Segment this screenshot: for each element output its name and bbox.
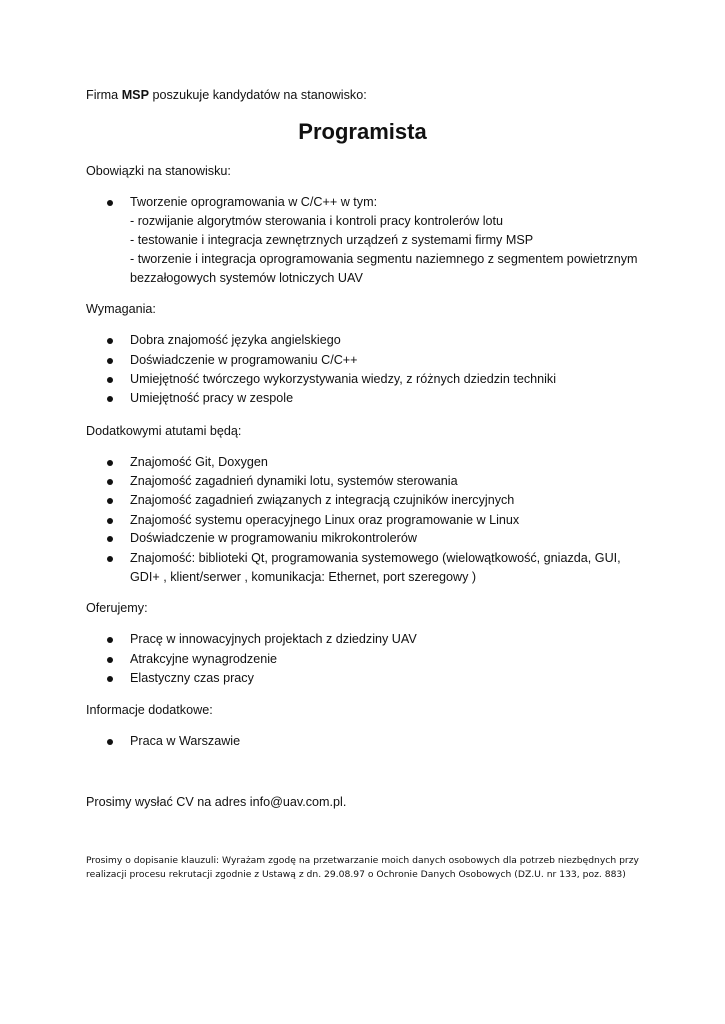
consent-clause-line: Prosimy o dopisanie klauzuli: Wyrażam zgodę na przetwarzanie moich danych osobowych dla potrzeb niezbędnych przy bbox=[86, 855, 639, 866]
extra-item: Znajomość zagadnień dynamiki lotu, systemów sterowania bbox=[130, 474, 458, 488]
info-heading: Informacje dodatkowe: bbox=[86, 703, 213, 717]
extra-item: Znajomość: biblioteki Qt, programowania systemowego (wielowątkowość, gniazda, GUI, bbox=[130, 551, 621, 565]
requirement-item: Umiejętność twórczego wykorzystywania wiedzy, z różnych dziedzin techniki bbox=[130, 372, 557, 386]
duty-sub-line: - rozwijanie algorytmów sterowania i kontroli pracy kontrolerów lotu bbox=[130, 214, 504, 228]
bullet-icon bbox=[107, 739, 113, 745]
bullet-icon bbox=[107, 460, 113, 466]
company-name: MSP bbox=[121, 88, 149, 102]
duty-item: Tworzenie oprogramowania w C/C++ w tym: bbox=[130, 195, 378, 209]
extras-heading: Dodatkowymi atutami będą: bbox=[86, 424, 242, 438]
cv-request: Prosimy wysłać CV na adres info@uav.com.pl. bbox=[86, 795, 347, 809]
bullet-icon bbox=[107, 518, 113, 524]
bullet-icon bbox=[107, 479, 113, 485]
bullet-icon bbox=[107, 396, 113, 402]
bullet-icon bbox=[107, 556, 113, 562]
offer-heading: Oferujemy: bbox=[86, 601, 148, 615]
requirement-item: Umiejętność pracy w zespole bbox=[130, 391, 294, 405]
info-item: Praca w Warszawie bbox=[130, 734, 241, 748]
consent-clause-line: realizacji procesu rekrutacji zgodnie z Ustawą z dn. 29.08.97 o Ochronie Danych Osobowych (DZ.U. nr 133, poz. 883) bbox=[86, 869, 626, 880]
duty-sub-line: - tworzenie i integracja oprogramowania segmentu naziemnego z segmentem powietrznym bbox=[130, 252, 638, 266]
bullet-icon bbox=[107, 377, 113, 383]
requirements-heading: Wymagania: bbox=[86, 302, 156, 316]
duties-heading: Obowiązki na stanowisku: bbox=[86, 164, 231, 178]
requirement-item: Dobra znajomość języka angielskiego bbox=[130, 333, 341, 347]
bullet-icon bbox=[107, 498, 113, 504]
bullet-icon bbox=[107, 536, 113, 542]
bullet-icon bbox=[107, 637, 113, 643]
page-title: Programista bbox=[298, 119, 427, 144]
bullet-icon bbox=[107, 676, 113, 682]
extra-item: Znajomość systemu operacyjnego Linux oraz programowanie w Linux bbox=[130, 513, 520, 527]
extra-item-continuation: GDI+ , klient/serwer , komunikacja: Ethernet, port szeregowy ) bbox=[130, 570, 477, 584]
offer-item: Pracę w innowacyjnych projektach z dziedziny UAV bbox=[130, 632, 417, 646]
extra-item: Znajomość zagadnień związanych z integracją czujników inercyjnych bbox=[130, 493, 515, 507]
extra-item: Doświadczenie w programowaniu mikrokontrolerów bbox=[130, 531, 417, 545]
intro-line bbox=[86, 88, 367, 103]
offer-item: Atrakcyjne wynagrodzenie bbox=[130, 652, 278, 666]
bullet-icon bbox=[107, 200, 113, 206]
bullet-icon bbox=[107, 338, 113, 344]
intro-prefix: Firma bbox=[86, 88, 122, 102]
intro-suffix: poszukuje kandydatów na stanowisko: bbox=[148, 88, 367, 102]
requirement-item: Doświadczenie w programowaniu C/C++ bbox=[130, 353, 358, 367]
extra-item: Znajomość Git, Doxygen bbox=[130, 455, 268, 469]
bullet-icon bbox=[107, 358, 113, 364]
offer-item: Elastyczny czas pracy bbox=[130, 671, 254, 685]
bullet-icon bbox=[107, 657, 113, 663]
duty-sub-line: - testowanie i integracja zewnętrznych urządzeń z systemami firmy MSP bbox=[130, 233, 534, 247]
duty-sub-line: bezzałogowych systemów lotniczych UAV bbox=[130, 271, 363, 285]
